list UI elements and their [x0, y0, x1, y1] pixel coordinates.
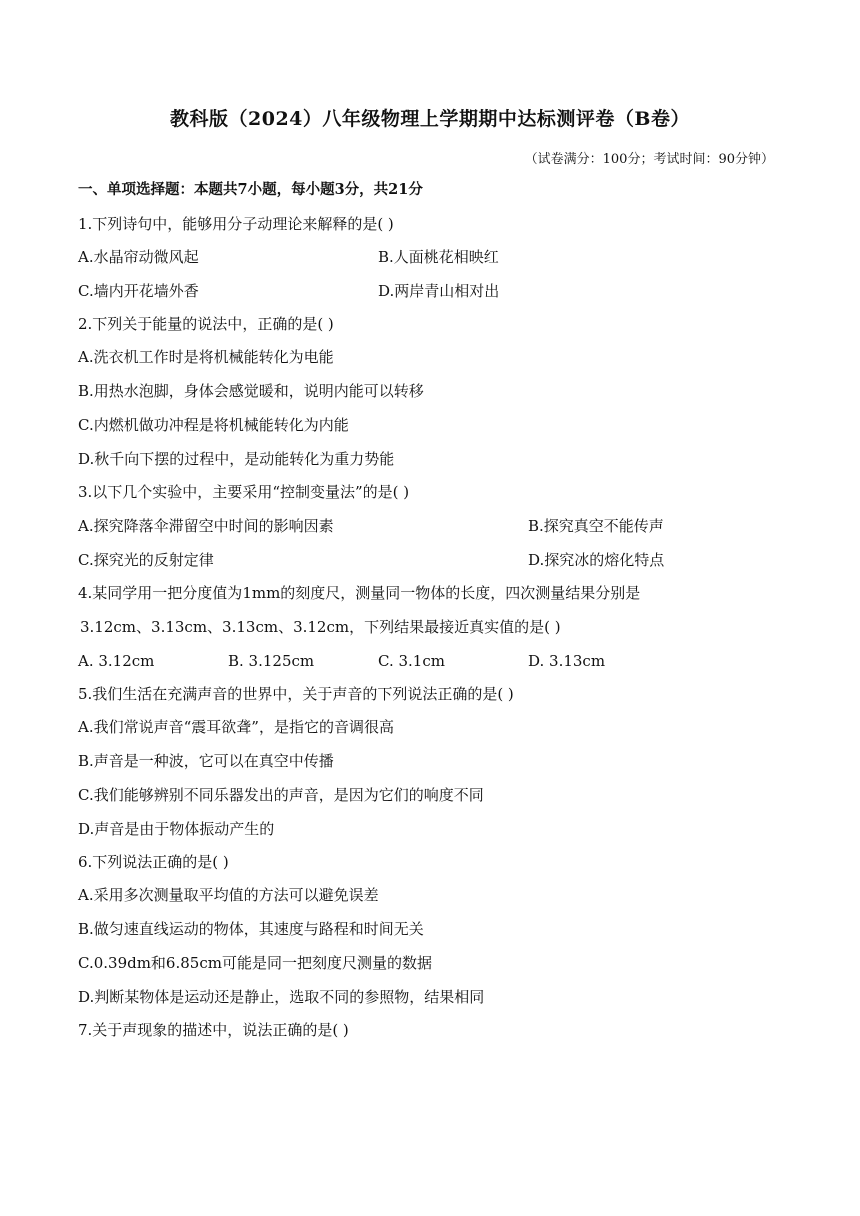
question-2-option-a: A.洗衣机工作时是将机械能转化为电能 [78, 348, 334, 366]
question-6-option-d: D.判断某物体是运动还是静止，选取不同的参照物，结果相同 [78, 988, 485, 1006]
question-6-stem: 6.下列说法正确的是( ) [78, 853, 229, 871]
question-1-option-c: C.墙内开花墙外香 [78, 282, 199, 300]
question-4-stem-continued: 3.12cm、3.13cm、3.13cm、3.12cm，下列结果最接近真实值的是( ) [80, 618, 561, 636]
question-5-option-d: D.声音是由于物体振动产生的 [78, 820, 275, 838]
question-3-option-a: A.探究降落伞滞留空中时间的影响因素 [78, 517, 334, 535]
section-heading: 一、单项选择题：本题共7小题，每小题3分，共21分 [78, 181, 423, 198]
question-5-stem: 5.我们生活在充满声音的世界中，关于声音的下列说法正确的是( ) [78, 685, 514, 703]
question-5-option-b: B.声音是一种波，它可以在真空中传播 [78, 752, 334, 770]
question-1-option-d: D.两岸青山相对出 [378, 282, 500, 300]
page-title: 教科版（2024）八年级物理上学期期中达标测评卷（B卷） [170, 108, 690, 130]
question-2-option-d: D.秋千向下摆的过程中，是动能转化为重力势能 [78, 450, 395, 468]
question-1-option-a: A.水晶帘动微风起 [78, 248, 199, 266]
question-6-option-a: A.采用多次测量取平均值的方法可以避免误差 [78, 886, 379, 904]
question-5-option-c: C.我们能够辨别不同乐器发出的声音，是因为它们的响度不同 [78, 786, 484, 804]
question-6-option-b: B.做匀速直线运动的物体，其速度与路程和时间无关 [78, 920, 424, 938]
question-2-option-c: C.内燃机做功冲程是将机械能转化为内能 [78, 416, 349, 434]
question-4-option-d: D. 3.13cm [528, 652, 606, 670]
question-4-option-c: C. 3.1cm [378, 652, 445, 670]
question-7-stem: 7.关于声现象的描述中，说法正确的是( ) [78, 1021, 349, 1039]
question-1-option-b: B.人面桃花相映红 [378, 248, 499, 266]
question-3-option-b: B.探究真空不能传声 [528, 517, 664, 535]
question-4-stem: 4.某同学用一把分度值为1mm的刻度尺，测量同一物体的长度，四次测量结果分别是 [78, 584, 641, 602]
question-5-option-a: A.我们常说声音“震耳欲聋”，是指它的音调很高 [78, 718, 394, 736]
exam-info: （试卷满分：100分；考试时间：90分钟） [524, 152, 774, 167]
question-3-stem: 3.以下几个实验中，主要采用“控制变量法”的是( ) [78, 483, 410, 501]
question-4-option-b: B. 3.125cm [228, 652, 315, 670]
question-2-stem: 2.下列关于能量的说法中，正确的是( ) [78, 315, 334, 333]
question-3-option-d: D.探究冰的熔化特点 [528, 551, 665, 569]
question-4-option-a: A. 3.12cm [78, 652, 155, 670]
question-1-stem: 1.下列诗句中，能够用分子动理论来解释的是( ) [78, 215, 394, 233]
question-3-option-c: C.探究光的反射定律 [78, 551, 214, 569]
question-2-option-b: B.用热水泡脚，身体会感觉暖和，说明内能可以转移 [78, 382, 424, 400]
question-6-option-c: C.0.39dm和6.85cm可能是同一把刻度尺测量的数据 [78, 954, 432, 972]
